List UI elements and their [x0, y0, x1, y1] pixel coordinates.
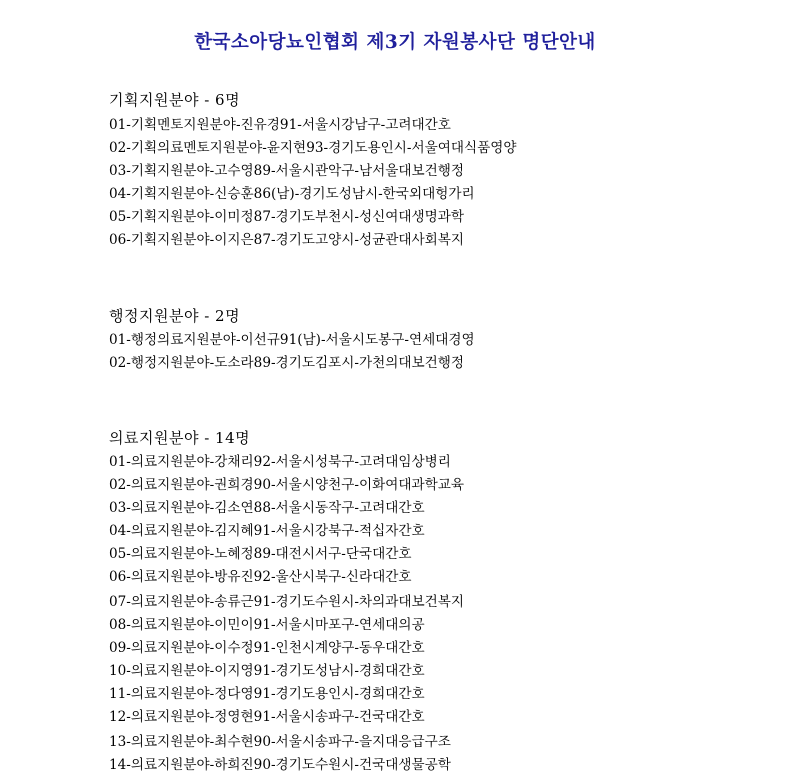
section-heading-planning: 기획지원분야 - 6명: [109, 91, 241, 109]
list-item: 03-의료지원분야-김소연88-서울시동작구-고려대간호: [109, 500, 425, 516]
list-item: 06-의료지원분야-방유진92-울산시북구-신라대간호: [109, 569, 412, 585]
list-item: 07-의료지원분야-송류근91-경기도수원시-차의과대보건복지: [109, 594, 464, 610]
list-item: 11-의료지원분야-정다영91-경기도용인시-경희대간호: [109, 686, 425, 702]
section-heading-administration: 행정지원분야 - 2명: [109, 307, 241, 325]
list-item: 02-기획의료멘토지원분야-윤지현93-경기도용인시-서울여대식품영양: [109, 140, 517, 156]
list-item: 02-행정지원분야-도소라89-경기도김포시-가천의대보건행정: [109, 355, 464, 371]
list-item: 02-의료지원분야-권희경90-서울시양천구-이화여대과학교육: [109, 477, 464, 493]
list-item: 01-행정의료지원분야-이선규91(남)-서울시도봉구-연세대경영: [109, 332, 475, 348]
list-item: 01-기획멘토지원분야-진유경91-서울시강남구-고려대간호: [109, 117, 451, 133]
section-heading-medical: 의료지원분야 - 14명: [109, 429, 251, 447]
list-item: 03-기획지원분야-고수영89-서울시관악구-남서울대보건행정: [109, 163, 464, 179]
list-item: 13-의료지원분야-최수현90-서울시송파구-을지대응급구조: [109, 734, 451, 750]
document-title: 한국소아당뇨인협회 제3기 자원봉사단 명단안내: [194, 32, 596, 53]
list-item: 05-의료지원분야-노혜정89-대전시서구-단국대간호: [109, 546, 412, 562]
list-item: 01-의료지원분야-강채리92-서울시성북구-고려대임상병리: [109, 454, 451, 470]
list-item: 12-의료지원분야-정영현91-서울시송파구-건국대간호: [109, 709, 425, 725]
list-item: 06-기획지원분야-이지은87-경기도고양시-성균관대사회복지: [109, 232, 464, 248]
list-item: 10-의료지원분야-이지영91-경기도성남시-경희대간호: [109, 663, 425, 679]
list-item: 04-의료지원분야-김지혜91-서울시강북구-적십자간호: [109, 523, 425, 539]
list-item: 09-의료지원분야-이수정91-인천시계양구-동우대간호: [109, 640, 425, 656]
list-item: 08-의료지원분야-이민이91-서울시마포구-연세대의공: [109, 617, 425, 633]
list-item: 05-기획지원분야-이미정87-경기도부천시-성신여대생명과학: [109, 209, 464, 225]
list-item: 04-기획지원분야-신승훈86(남)-경기도성남시-한국외대헝가리: [109, 186, 475, 202]
list-item: 14-의료지원분야-하희진90-경기도수원시-건국대생물공학: [109, 757, 451, 773]
